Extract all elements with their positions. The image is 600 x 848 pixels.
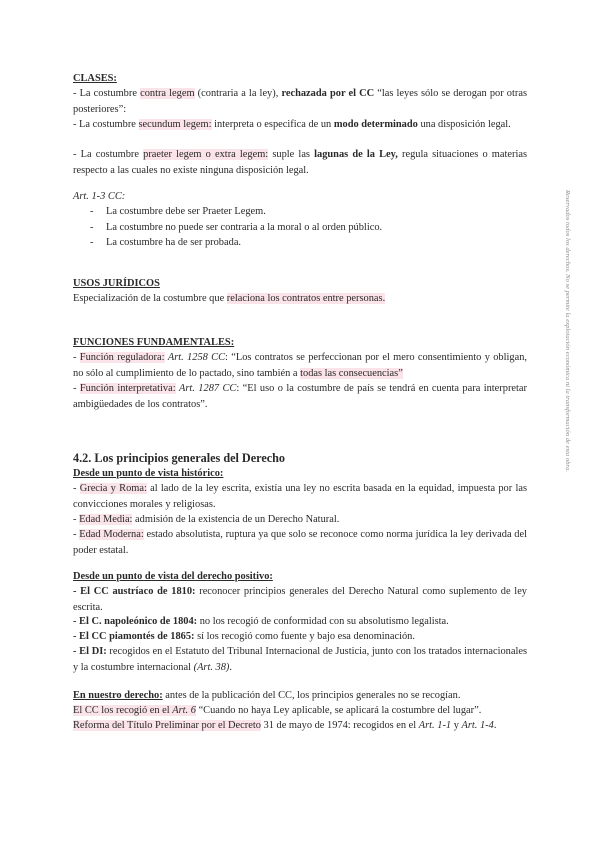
derecho-internacional: - El DI: recogidos en el Estatuto del Tribunal Internacional de Justicia, junto con los tratados internacionales y la costumbre internacional (Art. 38). bbox=[73, 646, 527, 673]
edad-moderna: - Edad Moderna: estado absolutista, ruptura ya que solo se reconoce como norma jurídica la ley derivada del poder estatal. bbox=[73, 529, 528, 556]
section-title: 4.2. Los principios generales del Derecho bbox=[73, 451, 286, 465]
clases-secundum-legem: - La costumbre secundum legem: interpreta o especifica de un modo determinado una disposición legal. bbox=[73, 119, 511, 130]
reforma-titulo-preliminar: Reforma del Título Preliminar por el Decreto 31 de mayo de 1974: recogidos en el Art. 1-1 y Art. 1-4. bbox=[73, 720, 497, 731]
list-item: - La costumbre debe ser Praeter Legem. bbox=[90, 206, 266, 217]
list-item: - La costumbre no puede ser contraria a la moral o al orden público. bbox=[90, 221, 383, 233]
cc-art-6: El CC los recogió en el Art. 6 “Cuando no haya Ley aplicable, se aplicará la costumbre del lugar”. bbox=[73, 705, 482, 716]
funciones-heading: FUNCIONES FUNDAMENTALES: bbox=[73, 337, 235, 348]
edad-media: - Edad Media: admisión de la existencia de un Derecho Natural. bbox=[73, 514, 340, 525]
rights-side-note: Reservados todos los derechos. No se permite la explotación económica ni la transformación de esta obra. bbox=[564, 190, 571, 472]
funcion-reguladora: - Función reguladora: Art. 1258 CC: “Los contratos se perfeccionan por el mero consentimiento y obligan, no sólo al cumplimiento de lo pactado, sino también a todas las consecuencias” bbox=[73, 352, 527, 379]
positivo-heading: Desde un punto de vista del derecho positivo: bbox=[73, 571, 273, 582]
clases-praeter-legem: - La costumbre praeter legem o extra legem: suple las lagunas de la Ley, regula situaciones o materias respecto a las cuales no existe ninguna disposición legal. bbox=[73, 149, 527, 176]
usos-heading: USOS JURÍDICOS bbox=[73, 278, 160, 289]
historico-heading: Desde un punto de vista histórico: bbox=[73, 468, 224, 479]
cc-piamontes: - El CC piamontés de 1865: sí los recogió como fuente y bajo esa denominación. bbox=[73, 631, 415, 642]
list-item: - La costumbre ha de ser probada. bbox=[90, 237, 242, 249]
cc-napoleonico: - El C. napoleónico de 1804: no los recogió de conformidad con su absolutismo legalista. bbox=[73, 616, 449, 627]
cc-austriaco: - El CC austríaco de 1810: reconocer principios generales del Derecho Natural como suplemento de ley escrita. bbox=[73, 586, 528, 613]
nuestro-derecho: En nuestro derecho: antes de la publicación del CC, los principios generales no se recogían. bbox=[73, 690, 461, 701]
grecia-roma: - Grecia y Roma: al lado de la ley escrita, existía una ley no escrita basada en la equidad, impuesta por las convicciones morales y religiosas. bbox=[73, 483, 527, 510]
clases-contra-legem: - La costumbre contra legem (contraria a la ley), rechazada por el CC “las leyes sólo se derogan por otras posteriores”: bbox=[73, 88, 527, 115]
funcion-interpretativa: - Función interpretativa: Art. 1287 CC: “El uso o la costumbre de país se tendrá en cuenta para interpretar ambigüedades de los contratos”. bbox=[73, 383, 527, 410]
art-requirements-list bbox=[73, 204, 527, 251]
art-1-3-reference: Art. 1-3 CC: bbox=[73, 191, 126, 202]
usos-text: Especialización de la costumbre que relaciona los contratos entre personas. bbox=[73, 293, 386, 304]
clases-heading: CLASES: bbox=[73, 73, 117, 84]
